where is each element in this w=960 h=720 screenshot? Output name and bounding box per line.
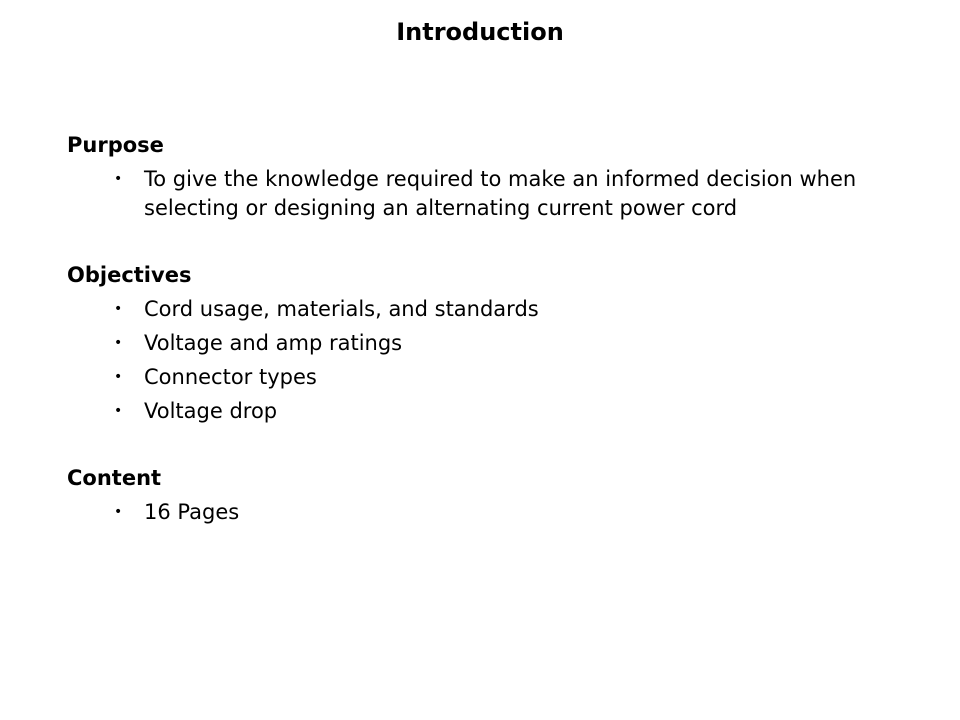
section-objectives — [67, 260, 917, 426]
bullet-icon: • — [114, 403, 123, 419]
bullet-list — [67, 498, 917, 527]
bullet-text: Connector types — [144, 365, 317, 389]
section-purpose — [67, 130, 917, 223]
bullet-icon: • — [114, 504, 123, 520]
bullet-item — [67, 397, 917, 426]
bullet-item — [67, 165, 917, 223]
bullet-text: 16 Pages — [144, 500, 240, 524]
bullet-icon: • — [114, 301, 123, 317]
slide-title: Introduction — [396, 18, 564, 46]
section-heading: Content — [67, 466, 162, 490]
section-heading: Purpose — [67, 133, 164, 157]
bullet-item — [67, 329, 917, 358]
bullet-text: To give the knowledge required to make an informed decision when selecting or designing an alternating current power cord — [144, 167, 857, 220]
bullet-icon: • — [114, 369, 123, 385]
bullet-text: Voltage and amp ratings — [144, 331, 403, 355]
bullet-list — [67, 295, 917, 426]
bullet-text: Voltage drop — [144, 399, 278, 423]
bullet-icon: • — [114, 335, 123, 351]
section-heading: Objectives — [67, 263, 192, 287]
bullet-item — [67, 363, 917, 392]
bullet-item — [67, 498, 917, 527]
bullet-item — [67, 295, 917, 324]
slide-content — [67, 130, 917, 564]
bullet-icon: • — [114, 171, 123, 187]
bullet-text: Cord usage, materials, and standards — [144, 297, 539, 321]
bullet-list — [67, 165, 917, 223]
section-content — [67, 463, 917, 527]
